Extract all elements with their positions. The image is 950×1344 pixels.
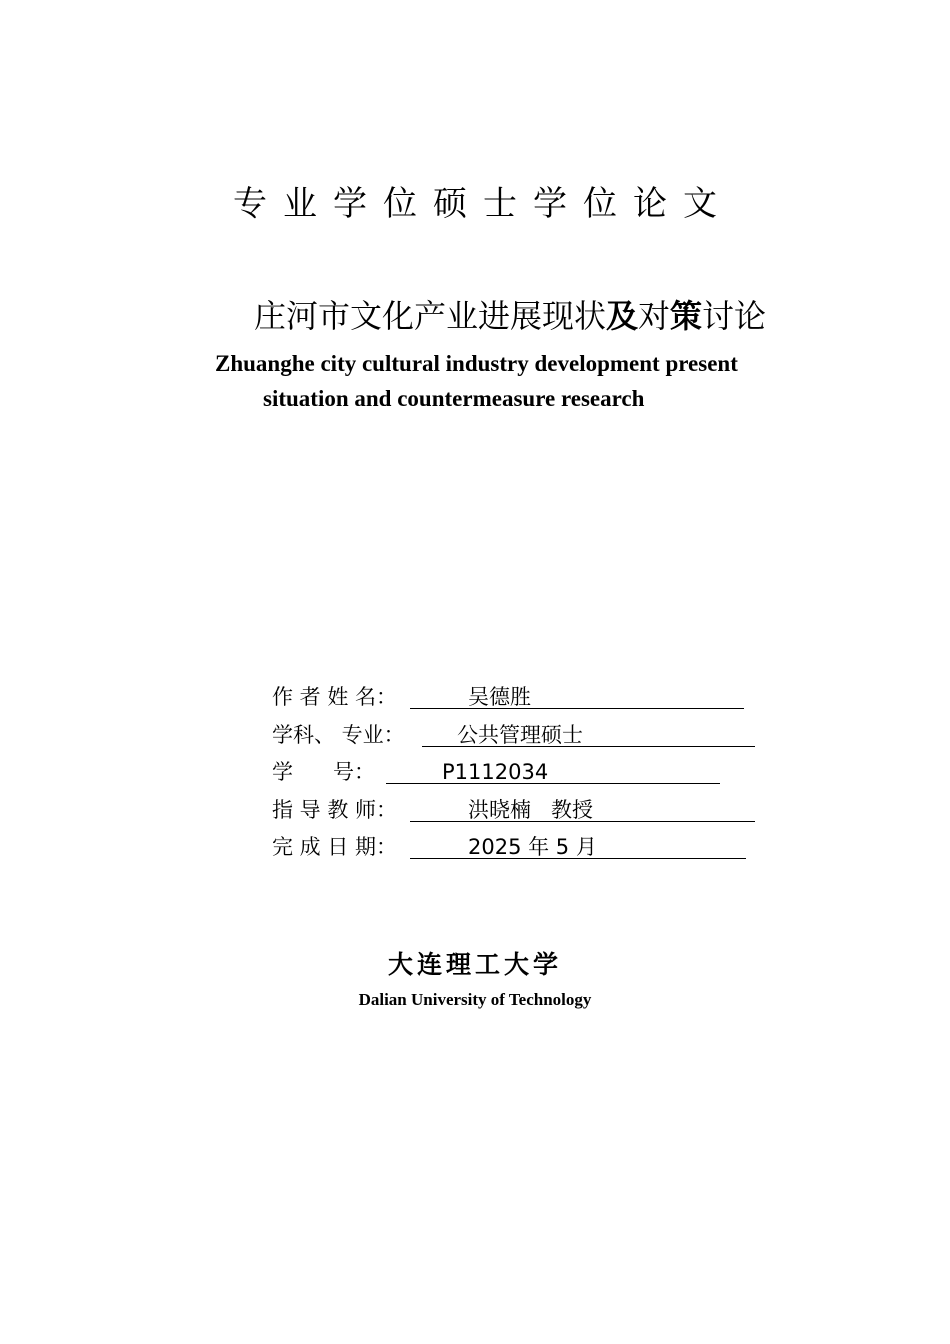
completion-date-label: 完 成 日 期： xyxy=(272,835,398,859)
major-label: 学科、 专业： xyxy=(272,723,405,747)
student-id-underline xyxy=(386,757,720,784)
university-name-english: Dalian University of Technology xyxy=(358,990,592,1009)
thesis-title-part: 对 xyxy=(637,297,670,335)
thesis-title-english-line-1: Zhuanghe city cultural industry development present xyxy=(215,351,738,376)
thesis-title-chinese xyxy=(0,295,950,337)
major-value: 公共管理硕士 xyxy=(457,723,583,747)
author-underline xyxy=(410,682,744,709)
thesis-title-part: 庄河市文化产业进展现状 xyxy=(253,297,606,335)
thesis-title-part: 及 xyxy=(605,297,638,335)
thesis-title-english-line-2: situation and countermeasure research xyxy=(263,386,645,411)
student-id-value: P1112034 xyxy=(442,760,549,784)
student-id-label: 学 号： xyxy=(272,760,376,784)
degree-type-heading: 专业学位硕士学位论文 xyxy=(233,184,733,224)
author-value: 吴德胜 xyxy=(468,685,531,709)
thesis-title-part: 讨论 xyxy=(702,297,767,335)
completion-date-value: 2025 年 5 月 xyxy=(468,835,597,859)
university-name-chinese: 大连理工大学 xyxy=(387,950,562,979)
advisor-value: 洪晓楠 教授 xyxy=(468,798,594,822)
completion-date-underline xyxy=(410,832,746,859)
advisor-label: 指 导 教 师： xyxy=(272,798,398,822)
advisor-underline xyxy=(410,795,755,822)
thesis-title-part: 策 xyxy=(670,297,703,335)
major-underline xyxy=(422,720,755,747)
author-label: 作 者 姓 名： xyxy=(272,685,398,709)
